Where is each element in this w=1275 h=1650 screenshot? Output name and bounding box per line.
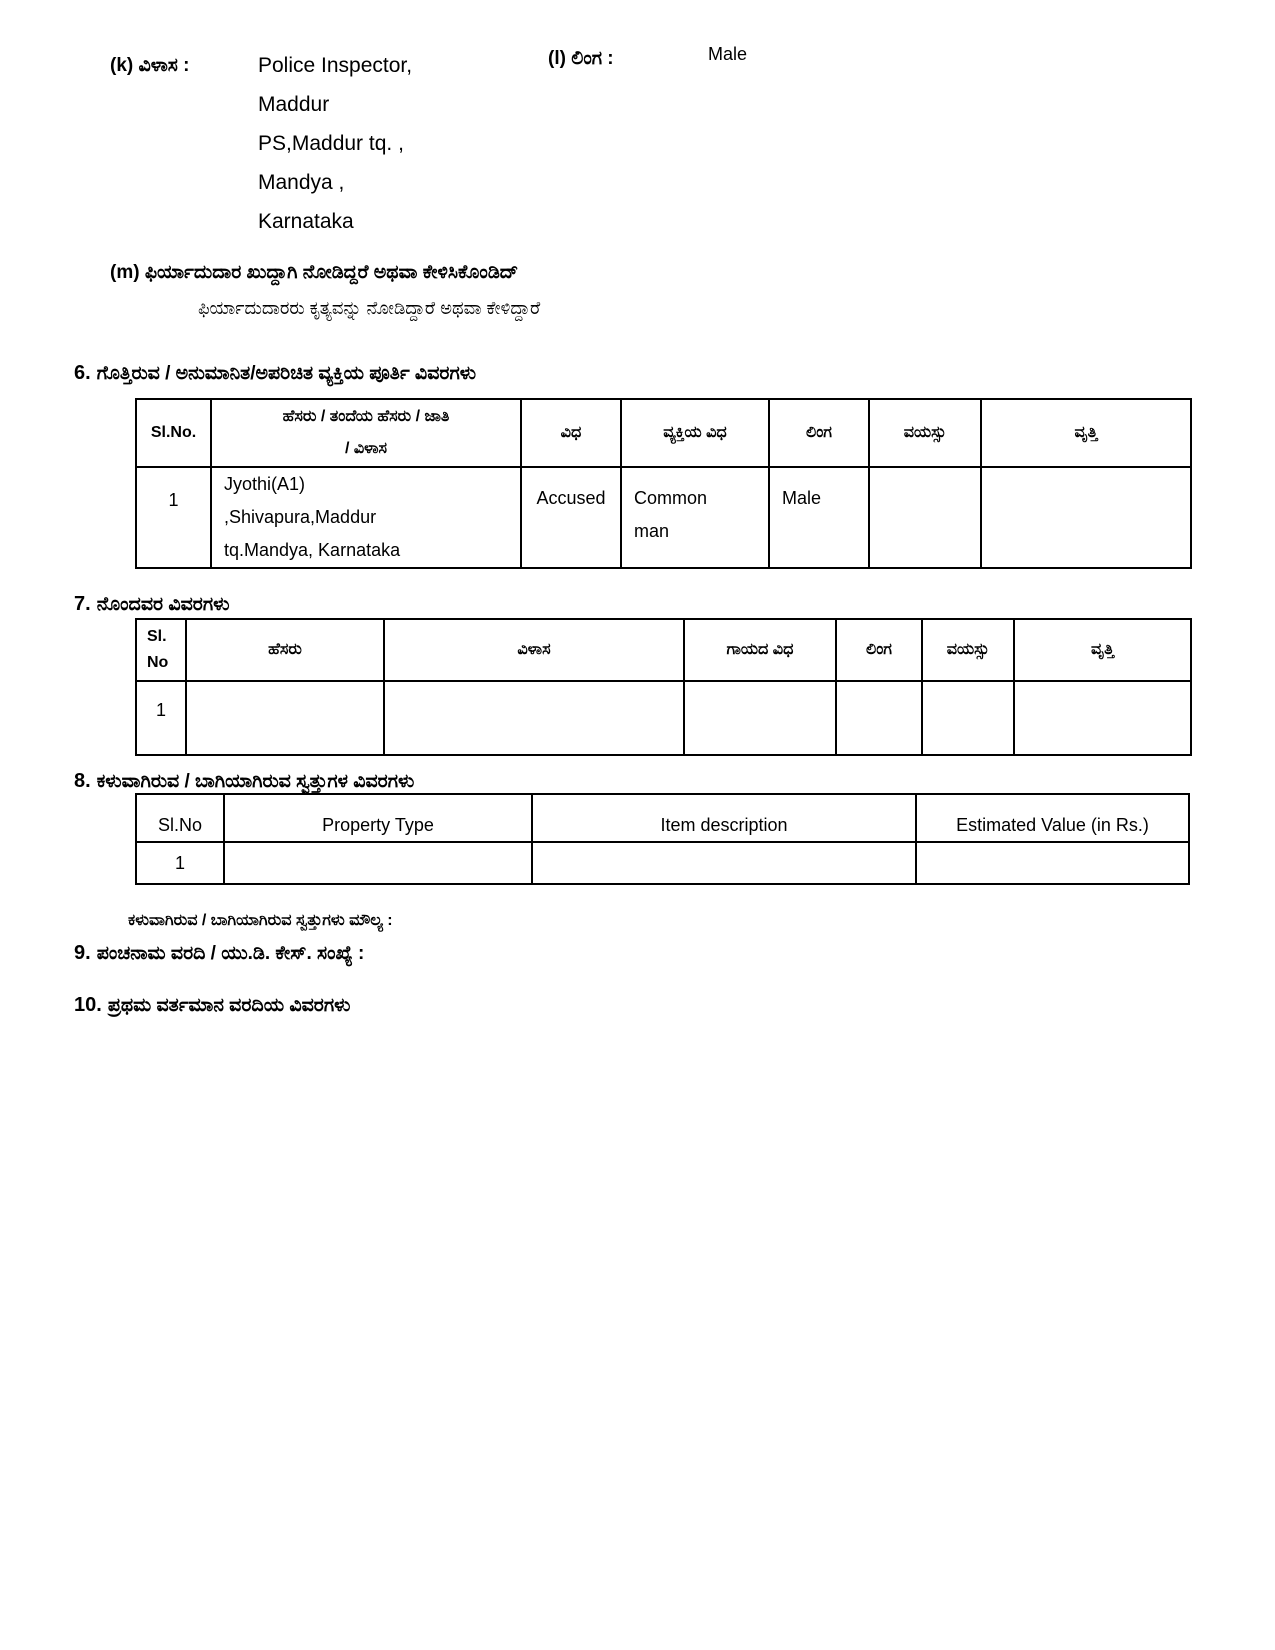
table-header-row — [136, 794, 1189, 842]
cell-slno: 1 — [136, 467, 211, 568]
cell-address — [384, 681, 684, 755]
person-type-line: Common — [634, 488, 708, 508]
name-line: tq.Mandya, Karnataka — [224, 540, 401, 560]
section-7-title — [74, 593, 230, 616]
address-line: Police Inspector, — [258, 54, 413, 77]
cell-property-type — [224, 842, 532, 884]
col-header-occupation: ವೃತ್ತಿ — [981, 399, 1191, 467]
cell-item-description — [532, 842, 916, 884]
col-header-estimated-value: Estimated Value (in Rs.) — [916, 794, 1189, 842]
section-number: 10. — [74, 994, 102, 1016]
cell-gender — [836, 681, 922, 755]
col-header-age: ವಯಸ್ಸು — [922, 619, 1014, 681]
address-line: Karnataka — [258, 210, 354, 233]
section-heading: ಗೊತ್ತಿರುವ / ಅನುಮಾನಿತ/ಅಪರಿಚಿತ ವ್ಯಕ್ತಿಯ ಪೂರ್ತಿ ವಿವರಗಳು — [96, 363, 477, 384]
section-10-title — [74, 994, 350, 1017]
cell-age — [869, 467, 981, 568]
section-number: 9. — [74, 942, 91, 964]
col-header-person-type: ವ್ಯಕ್ತಿಯ ವಿಧ — [621, 399, 769, 467]
col-header-age: ವಯಸ್ಸು — [869, 399, 981, 467]
victims-table — [135, 618, 1192, 756]
table-header-row — [136, 619, 1191, 681]
col-header-injury-type: ಗಾಯದ ವಿಧ — [684, 619, 836, 681]
section-heading: ಪಂಚನಾಮ ವರದಿ / ಯು.ಡಿ. ಕೇಸ್. ಸಂಖ್ಯೆ : — [96, 943, 365, 964]
section-number: 7. — [74, 593, 91, 615]
col-header-name-line2: / ವಿಳಾಸ — [344, 440, 388, 457]
section-6-title — [74, 362, 476, 385]
cell-injury-type — [684, 681, 836, 755]
witness-value: ಫಿರ್ಯಾದುದಾರರು ಕೃತ್ಯವನ್ನು ನೋಡಿದ್ದಾರೆ ಅಥವಾ ಕೇಳಿದ್ದಾರೆ — [198, 298, 541, 318]
col-header-slno-line1: Sl. — [147, 628, 167, 645]
table-row — [136, 842, 1189, 884]
section-9-title — [74, 942, 364, 965]
person-type-line: man — [634, 521, 670, 541]
table-row — [136, 681, 1191, 755]
property-table — [135, 793, 1190, 885]
section-number: 6. — [74, 362, 91, 384]
section-heading: ಪ್ರಥಮ ವರ್ತಮಾನ ವರದಿಯ ವಿವರಗಳು — [107, 995, 351, 1016]
col-header-address: ವಿಳಾಸ — [384, 619, 684, 681]
gender-value: Male — [708, 44, 748, 64]
section-number: 8. — [74, 770, 91, 792]
col-header-gender: ಲಿಂಗ — [769, 399, 869, 467]
table-row — [136, 467, 1191, 568]
property-value-label: ಕಳುವಾಗಿರುವ / ಬಾಗಿಯಾಗಿರುವ ಸ್ವತ್ತುಗಳು ಮೌಲ್ಯ : — [128, 912, 393, 929]
col-header-occupation: ವೃತ್ತಿ — [1014, 619, 1191, 681]
cell-type: Accused — [521, 467, 621, 568]
address-value — [258, 46, 412, 241]
col-header-slno: Sl.No — [136, 794, 224, 842]
cell-name — [211, 467, 521, 568]
table-header-row — [136, 399, 1191, 467]
col-header-item-description: Item description — [532, 794, 916, 842]
witness-label: (m) ಫಿರ್ಯಾದುದಾರ ಖುದ್ದಾಗಿ ನೋಡಿದ್ದರೆ ಅಥವಾ ಕೇಳಿಸಿಕೊಂಡಿದ್ — [110, 262, 519, 283]
section-heading: ನೊಂದವರ ವಿವರಗಳು — [96, 594, 230, 615]
cell-gender: Male — [769, 467, 869, 568]
col-header-name — [211, 399, 521, 467]
cell-person-type — [621, 467, 769, 568]
cell-occupation — [1014, 681, 1191, 755]
col-header-slno — [136, 619, 186, 681]
address-line: PS,Maddur tq. , — [258, 132, 404, 155]
section-heading: ಕಳುವಾಗಿರುವ / ಬಾಗಿಯಾಗಿರುವ ಸ್ವತ್ತುಗಳ ವಿವರಗಳು — [96, 771, 415, 792]
gender-label: (l) ಲಿಂಗ : — [548, 48, 614, 69]
cell-age — [922, 681, 1014, 755]
col-header-property-type: Property Type — [224, 794, 532, 842]
accused-table — [135, 398, 1192, 569]
address-label: (k) ವಿಳಾಸ : — [110, 55, 190, 76]
cell-slno: 1 — [136, 681, 186, 755]
col-header-name-line1: ಹೆಸರು / ತಂದೆಯ ಹೆಸರು / ಜಾತಿ — [282, 408, 450, 425]
col-header-type: ವಿಧ — [521, 399, 621, 467]
address-line: Mandya , — [258, 171, 345, 194]
col-header-slno: Sl.No. — [136, 399, 211, 467]
name-line: ,Shivapura,Maddur — [224, 507, 377, 527]
name-line: Jyothi(A1) — [224, 474, 306, 494]
cell-estimated-value — [916, 842, 1189, 884]
address-line: Maddur — [258, 93, 330, 116]
section-8-title — [74, 770, 414, 793]
cell-slno: 1 — [136, 842, 224, 884]
cell-name — [186, 681, 384, 755]
col-header-gender: ಲಿಂಗ — [836, 619, 922, 681]
cell-occupation — [981, 467, 1191, 568]
col-header-slno-line2: No — [147, 654, 169, 671]
col-header-name: ಹೆಸರು — [186, 619, 384, 681]
